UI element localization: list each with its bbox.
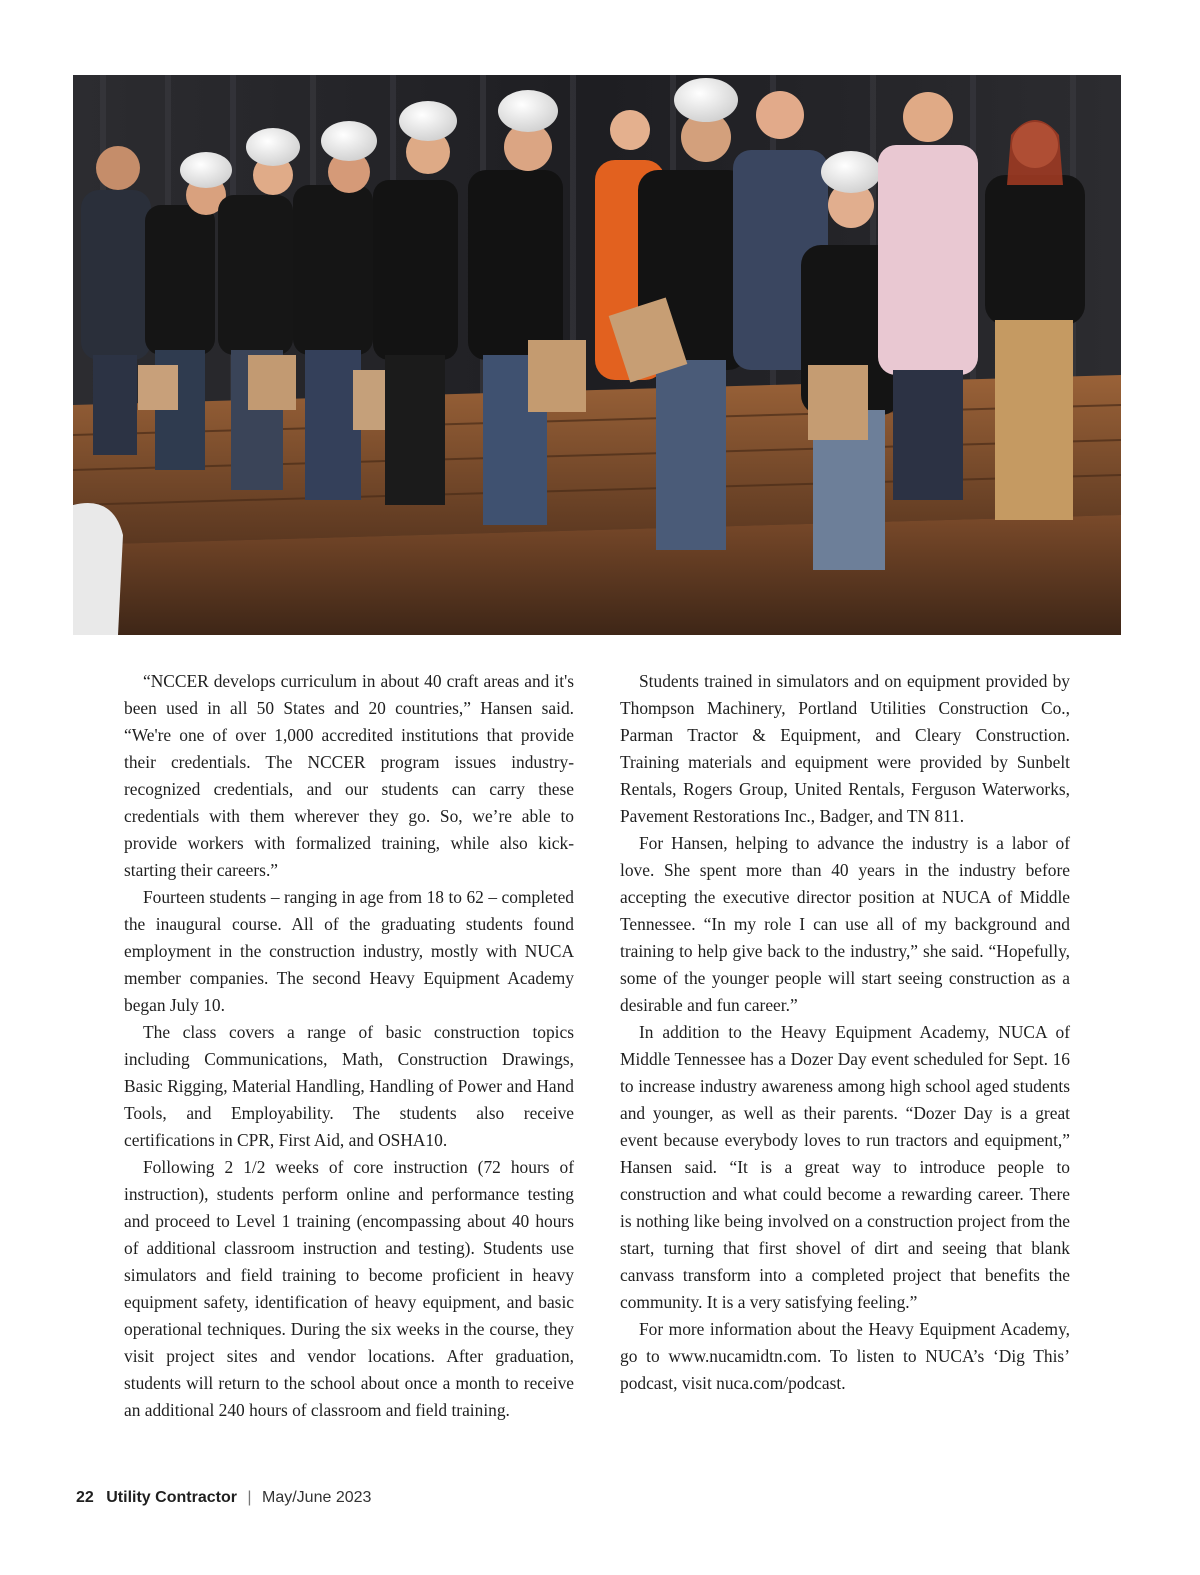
page-footer <box>76 1489 371 1507</box>
article-left-column <box>124 668 574 1424</box>
graduates-photo-illustration <box>73 75 1121 635</box>
magazine-name-part-1: Utility <box>106 1489 151 1506</box>
paragraph: In addition to the Heavy Equipment Academy, NUCA of Middle Tennessee has a Dozer Day event scheduled for Sept. 16 to increase industry awareness among high school aged students and younger, as well as their parents. “Dozer Day is a great event because everybody loves to run tractors and equipment,” Hansen said. “It is a great way to introduce people to construction and what could become a rewarding career. There is nothing like being involved on a construction project from the start, turning that first shovel of dirt and seeing that blank canvass transform into a completed project that benefits the community. It is a very satisfying feeling.” <box>620 1022 1070 1312</box>
paragraph: For Hansen, helping to advance the industry is a labor of love. She spent more than 40 years in the industry before accepting the executive director position at NUCA of Middle Tennessee. “In my role I can use all of my background and training to help give back to the industry,” she said. “Hopefully, some of the younger people will start seeing construction as a desirable and fun career.” <box>620 833 1070 1015</box>
magazine-name-part-2: Contractor <box>155 1489 237 1506</box>
issue-date: May/June 2023 <box>262 1489 372 1506</box>
group-photo <box>73 75 1121 635</box>
paragraph: For more information about the Heavy Equipment Academy, go to www.nucamidtn.com. To listen to NUCA’s ‘Dig This’ podcast, visit nuca.com/podcast. <box>620 1319 1070 1393</box>
page-number: 22 <box>76 1489 94 1506</box>
paragraph: “NCCER develops curriculum in about 40 craft areas and it's been used in all 50 States and 20 countries,” Hansen said. “We're one of over 1,000 accredited institutions that provide their credentials. The NCCER program issues industry-recognized credentials, and our students can carry these credentials with them wherever they go. So, we’re able to provide workers with formalized training, while also kick-starting their careers.” <box>124 671 574 880</box>
paragraph: Students trained in simulators and on equipment provided by Thompson Machinery, Portland Utilities Construction Co., Parman Tractor & Equipment, and Cleary Construction. Training materials and equipment were provided by Sunbelt Rentals, Rogers Group, United Rentals, Ferguson Waterworks, Pavement Restorations Inc., Badger, and TN 811. <box>620 671 1070 826</box>
paragraph: Following 2 1/2 weeks of core instruction (72 hours of instruction), students perform online and performance testing and proceed to Level 1 training (encompassing about 40 hours of additional classroom instruction and testing). Students use simulators and field training to become proficient in heavy equipment safety, identification of heavy equipment, and basic operational techniques. During the six weeks in the course, they visit project sites and vendor locations. After graduation, students will return to the school about once a month to receive an additional 240 hours of classroom and field training. <box>124 1157 574 1420</box>
paragraph: Fourteen students – ranging in age from 18 to 62 – completed the inaugural course. All of the graduating students found employment in the construction industry, mostly with NUCA member companies. The second Heavy Equipment Academy began July 10. <box>124 887 574 1015</box>
article-right-column <box>620 668 1070 1397</box>
paragraph: The class covers a range of basic construction topics including Communications, Math, Construction Drawings, Basic Rigging, Material Handling, Handling of Power and Hand Tools, and Employability. The students also receive certifications in CPR, First Aid, and OSHA10. <box>124 1022 574 1150</box>
footer-separator: | <box>247 1489 252 1506</box>
